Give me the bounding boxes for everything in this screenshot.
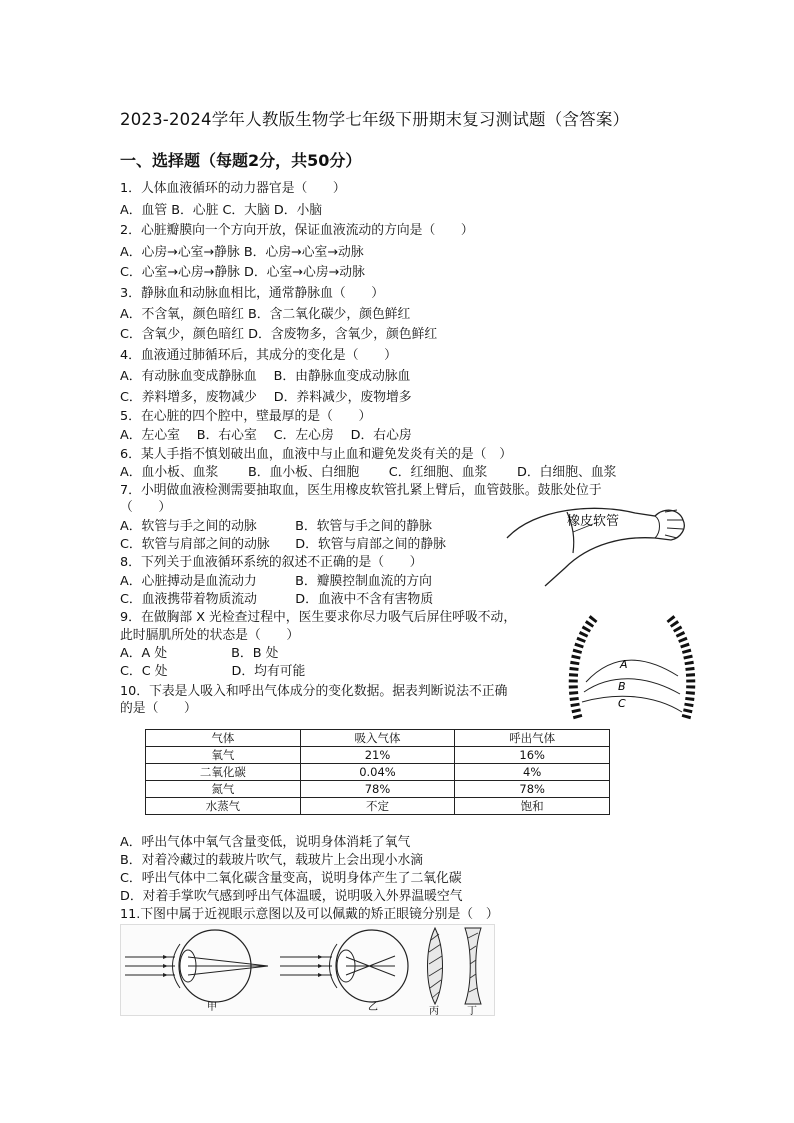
label-ding: 丁	[467, 1006, 477, 1016]
table-cell: 21%	[300, 747, 455, 764]
q6-options: A．血小板、血浆 B．血小板、白细胞 C．红细胞、血浆 D．白细胞、血浆	[120, 465, 617, 480]
header-exhaled: 呼出气体	[455, 730, 610, 747]
section-heading: 一、选择题（每题2分，共50分）	[120, 151, 362, 170]
table-row	[146, 747, 610, 764]
table-cell: 饱和	[455, 798, 610, 815]
q4-options-1: A．有动脉血变成静脉血 B．由静脉血变成动脉血	[120, 369, 411, 384]
table-cell: 16%	[455, 747, 610, 764]
eye-lens-figure	[120, 924, 495, 1016]
gas-composition-table	[145, 729, 610, 815]
q1-stem: 1．人体血液循环的动力器官是（ ）	[120, 181, 346, 196]
header-gas: 气体	[146, 730, 301, 747]
table-row	[146, 764, 610, 781]
q2-stem: 2．心脏瓣膜向一个方向开放，保证血液流动的方向是（ ）	[120, 223, 474, 238]
q9-options-2: C．C 处 D．均有可能	[120, 664, 306, 679]
diaphragm-label-b: B	[618, 680, 626, 693]
label-jia: 甲	[207, 1002, 217, 1013]
q5-options: A．左心室 B．右心室 C．左心房 D．右心房	[120, 428, 412, 443]
q10-stem-2: 的是（ ）	[120, 701, 197, 716]
rubber-tube-label: 橡皮软管	[567, 514, 620, 529]
label-bing: 丙	[429, 1006, 439, 1016]
q10-option-c: C．呼出气体中二氧化碳含量变高，说明身体产生了二氧化碳	[120, 871, 462, 886]
table-row	[146, 798, 610, 815]
q8-options-2: C．血液携带着物质流动 D．血液中不含有害物质	[120, 592, 434, 607]
table-cell: 4%	[455, 764, 610, 781]
q3-stem: 3．静脉血和动脉血相比，通常静脉血（ ）	[120, 286, 385, 301]
q10-option-b: B．对着冷藏过的载玻片吹气，载玻片上会出现小水滴	[120, 853, 424, 868]
q7-options-2: C．软管与肩部之间的动脉 D．软管与肩部之间的静脉	[120, 537, 446, 552]
q11-stem: 11.下图中属于近视眼示意图以及可以佩戴的矫正眼镜分别是（ ）	[120, 907, 499, 922]
table-cell: 78%	[455, 781, 610, 798]
page-title: 2023-2024学年人教版生物学七年级下册期末复习测试题（含答案）	[120, 110, 630, 129]
q2-options-2: C．心室→心房→静脉 D．心室→心房→动脉	[120, 265, 365, 280]
table-cell: 氮气	[146, 781, 301, 798]
q7-stem: 7．小明做血液检测需要抽取血，医生用橡皮软管扎紧上臂后，血管鼓胀。鼓胀处位于	[120, 483, 602, 498]
q7-paren: （ ）	[120, 500, 172, 515]
q1-options: A．血管 B．心脏 C．大脑 D．小脑	[120, 203, 323, 218]
q4-options-2: C．养料增多，废物减少 D．养料减少，废物增多	[120, 390, 412, 405]
label-yi: 乙	[368, 1002, 378, 1013]
table-row	[146, 781, 610, 798]
diaphragm-figure	[560, 612, 705, 722]
q10-option-d: D．对着手掌吹气感到呼出气体温暖，说明吸入外界温暖空气	[120, 889, 463, 904]
header-inhaled: 吸入气体	[300, 730, 455, 747]
q10-option-a: A．呼出气体中氧气含量变低，说明身体消耗了氧气	[120, 835, 411, 850]
q8-options-1: A．心脏搏动是血流动力 B．瓣膜控制血流的方向	[120, 574, 432, 589]
q9-stem-2: 此时膈肌所处的状态是（ ）	[120, 628, 300, 643]
arm-tourniquet-figure	[505, 498, 690, 593]
q3-options-2: C．含氧少，颜色暗红 D．含废物多，含氧少，颜色鲜红	[120, 327, 438, 342]
q2-options-1: A．心房→心室→静脉 B．心房→心室→动脉	[120, 245, 364, 260]
table-header-row	[146, 730, 610, 747]
table-cell: 二氧化碳	[146, 764, 301, 781]
q9-stem-1: 9．在做胸部 X 光检查过程中，医生要求你尽力吸气后屏住呼吸不动，	[120, 610, 517, 625]
table-cell: 0.04%	[300, 764, 455, 781]
table-cell: 不定	[300, 798, 455, 815]
q6-stem: 6．某人手指不慎划破出血，血液中与止血和避免发炎有关的是（ ）	[120, 447, 513, 462]
q5-stem: 5．在心脏的四个腔中，壁最厚的是（ ）	[120, 409, 372, 424]
q7-options-1: A．软管与手之间的动脉 B．软管与手之间的静脉	[120, 519, 432, 534]
q8-stem: 8．下列关于血液循环系统的叙述不正确的是（ ）	[120, 555, 423, 570]
q3-options-1: A．不含氧，颜色暗红 B．含二氧化碳少，颜色鲜红	[120, 307, 411, 322]
diaphragm-label-a: A	[620, 658, 628, 671]
table-cell: 78%	[300, 781, 455, 798]
diaphragm-label-c: C	[618, 697, 626, 710]
q9-options-1: A．A 处 B．B 处	[120, 646, 279, 661]
q10-stem-1: 10．下表是人吸入和呼出气体成分的变化数据。据表判断说法不正确	[120, 684, 508, 699]
table-cell: 水蒸气	[146, 798, 301, 815]
q4-stem: 4．血液通过肺循环后，其成分的变化是（ ）	[120, 348, 397, 363]
table-cell: 氧气	[146, 747, 301, 764]
